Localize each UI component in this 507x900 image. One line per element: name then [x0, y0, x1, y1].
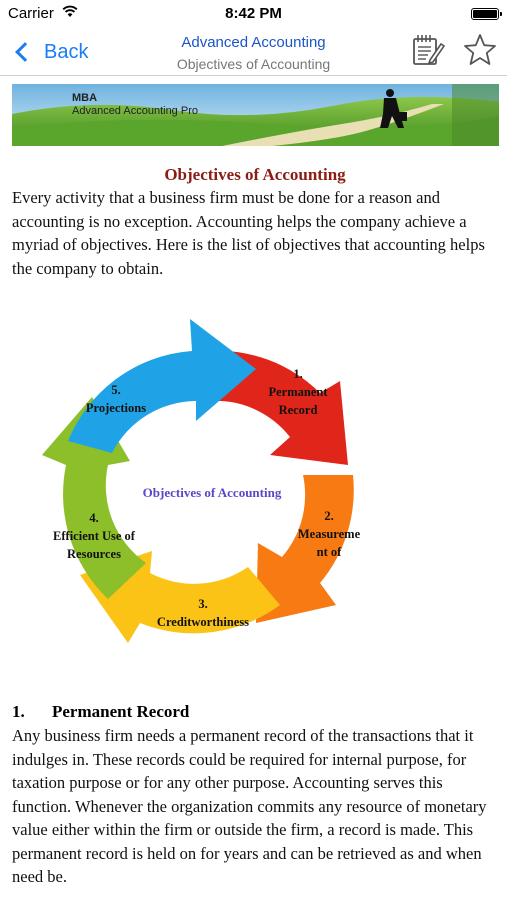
article-content [12, 164, 498, 280]
carrier-label: Carrier [8, 5, 54, 22]
segment-4-label [40, 509, 148, 563]
edit-note-icon [410, 32, 446, 68]
navigation-bar [0, 28, 507, 76]
segment-4-number: 4. [89, 511, 99, 525]
segment-1-line2: Record [278, 403, 318, 417]
back-label: Back [44, 40, 89, 63]
segment-3-line1: Creditworthiness [156, 615, 250, 629]
segment-4-line1: Efficient Use of [53, 529, 135, 543]
nav-subtitle: Objectives of Accounting [176, 56, 331, 72]
article-intro: Every activity that a business firm must be done for a reason and accounting is no exception. Accounting helps the company achieve a myriad of objectives. Here is the list of objectives that accounting helps the company to obtain. [12, 188, 485, 278]
segment-2-number: 2. [324, 509, 334, 523]
segment-4-line2: Resources [67, 547, 121, 561]
segment-1-label [268, 365, 328, 419]
nav-title: Advanced Accounting [181, 34, 326, 51]
segment-1-line1: Permanent [268, 385, 328, 399]
banner-title-line1: MBA [72, 92, 98, 104]
diagram-center-label: Objectives of Accounting [142, 485, 282, 500]
app-banner [12, 84, 499, 146]
banner-title-line2: Advanced Accounting Pro [72, 105, 198, 117]
segment-3-label [138, 595, 268, 631]
section-1-body: Any business firm needs a permanent record of the transactions that it indulges in. These records could be required for internal purpose, for taxation purpose or for any other purpose. Accounting serves this function. Whenever the organization commits any resource of monetary value either within the firm or outside the firm, a record is made. This permanent record is held on for years and can be retrieved as and when need be. [12, 726, 487, 886]
notes-button[interactable] [410, 32, 446, 68]
segment-5-number: 5. [111, 383, 121, 397]
segment-5-line1: Projections [85, 401, 147, 415]
section-1-title: Permanent Record [52, 702, 190, 721]
article-title: Objectives of Accounting [164, 165, 346, 184]
segment-1-number: 1. [293, 367, 303, 381]
status-bar [0, 0, 507, 28]
star-icon [462, 32, 498, 68]
favorite-button[interactable] [462, 32, 498, 68]
segment-2-line2: nt of [316, 545, 342, 559]
battery-icon [471, 8, 499, 20]
section-1-heading [12, 702, 189, 722]
segment-2-line1: Measureme [297, 527, 361, 541]
clock: 8:42 PM [225, 5, 282, 22]
objectives-cycle-diagram [20, 305, 400, 665]
section-1-number: 1. [12, 702, 25, 721]
segment-3-number: 3. [198, 597, 208, 611]
segment-5-label [76, 381, 156, 417]
segment-2-label [288, 507, 370, 561]
